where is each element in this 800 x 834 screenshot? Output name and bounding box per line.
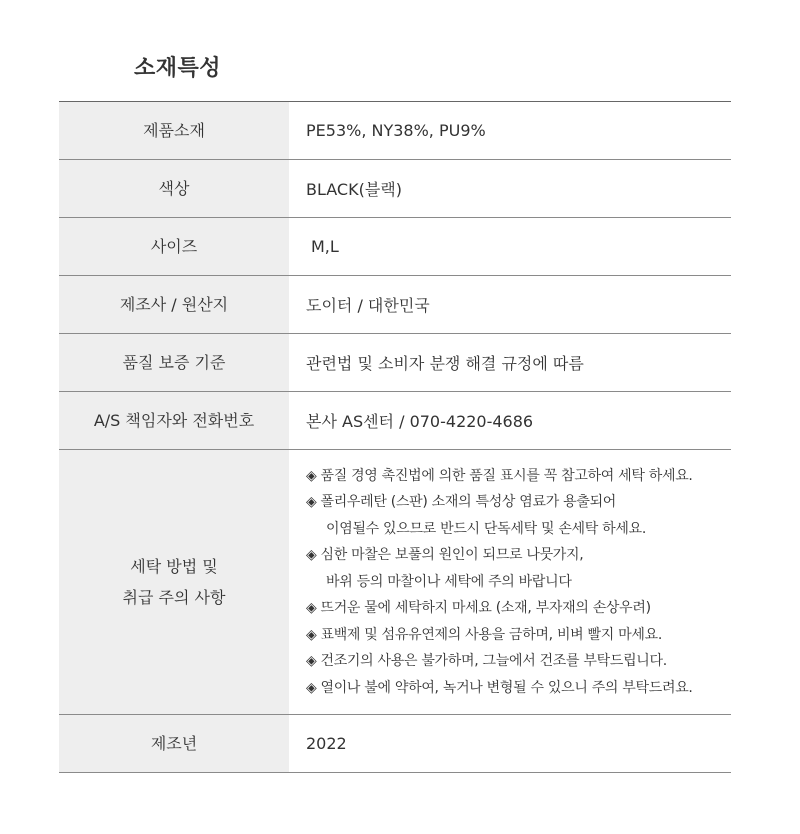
- care-label-line2: 취급 주의 사항: [122, 588, 226, 607]
- care-item: ◈ 건조기의 사용은 불가하며, 그늘에서 건조를 부탁드립니다.: [306, 653, 667, 670]
- maker-value: 도이터 / 대한민국: [306, 296, 430, 315]
- row-as: [59, 392, 731, 450]
- row-care: [59, 450, 731, 715]
- color-value: BLACK(블랙): [306, 180, 402, 199]
- diamond-bullet-icon: ◈: [306, 467, 317, 484]
- spec-table: [59, 101, 731, 773]
- diamond-bullet-icon: ◈: [306, 679, 317, 696]
- care-item-continuation: 이염될수 있으므로 반드시 단독세탁 및 손세탁 하세요.: [326, 520, 646, 537]
- care-label: [59, 450, 289, 714]
- size-label: 사이즈: [59, 218, 289, 275]
- as-label: A/S 책임자와 전화번호: [59, 392, 289, 449]
- section-title: 소재특성: [134, 56, 222, 81]
- diamond-bullet-icon: ◈: [306, 547, 317, 564]
- care-value: [289, 450, 731, 714]
- care-item: ◈ 심한 마찰은 보풀의 원인이 되므로 나뭇가지,: [306, 547, 584, 564]
- care-item: ◈ 표백제 및 섬유유연제의 사용을 금하며, 비벼 빨지 마세요.: [306, 626, 662, 643]
- care-item-continuation: 바위 등의 마찰이나 세탁에 주의 바랍니다: [326, 573, 572, 590]
- quality-value: 관련법 및 소비자 분쟁 해결 규정에 따름: [306, 354, 584, 373]
- care-item: ◈ 열이나 불에 약하여, 녹거나 변형될 수 있으니 주의 부탁드려요.: [306, 679, 693, 696]
- care-item: ◈ 품질 경영 촉진법에 의한 품질 표시를 꼭 참고하여 세탁 하세요.: [306, 467, 693, 484]
- row-size: [59, 218, 731, 276]
- diamond-bullet-icon: ◈: [306, 626, 317, 643]
- care-item: ◈ 뜨거운 물에 세탁하지 마세요 (소재, 부자재의 손상우려): [306, 600, 651, 617]
- diamond-bullet-icon: ◈: [306, 653, 317, 670]
- care-instruction-list: [306, 463, 693, 702]
- row-maker: [59, 276, 731, 334]
- row-quality: [59, 334, 731, 392]
- row-material: [59, 102, 731, 160]
- care-label-line1: 세탁 방법 및: [130, 557, 218, 576]
- care-item: ◈ 폴리우레탄 (스판) 소재의 특성상 염료가 용출되어: [306, 494, 617, 511]
- size-value: M,L: [311, 237, 339, 256]
- as-value: 본사 AS센터 / 070-4220-4686: [306, 412, 534, 431]
- diamond-bullet-icon: ◈: [306, 494, 317, 511]
- color-label: 색상: [59, 160, 289, 217]
- maker-label: 제조사 / 원산지: [59, 276, 289, 333]
- material-value: PE53%, NY38%, PU9%: [306, 121, 486, 140]
- row-color: [59, 160, 731, 218]
- material-label: 제품소재: [59, 102, 289, 159]
- quality-label: 품질 보증 기준: [59, 334, 289, 391]
- year-label: 제조년: [59, 715, 289, 772]
- row-year: [59, 715, 731, 773]
- diamond-bullet-icon: ◈: [306, 600, 317, 617]
- year-value: 2022: [306, 734, 347, 753]
